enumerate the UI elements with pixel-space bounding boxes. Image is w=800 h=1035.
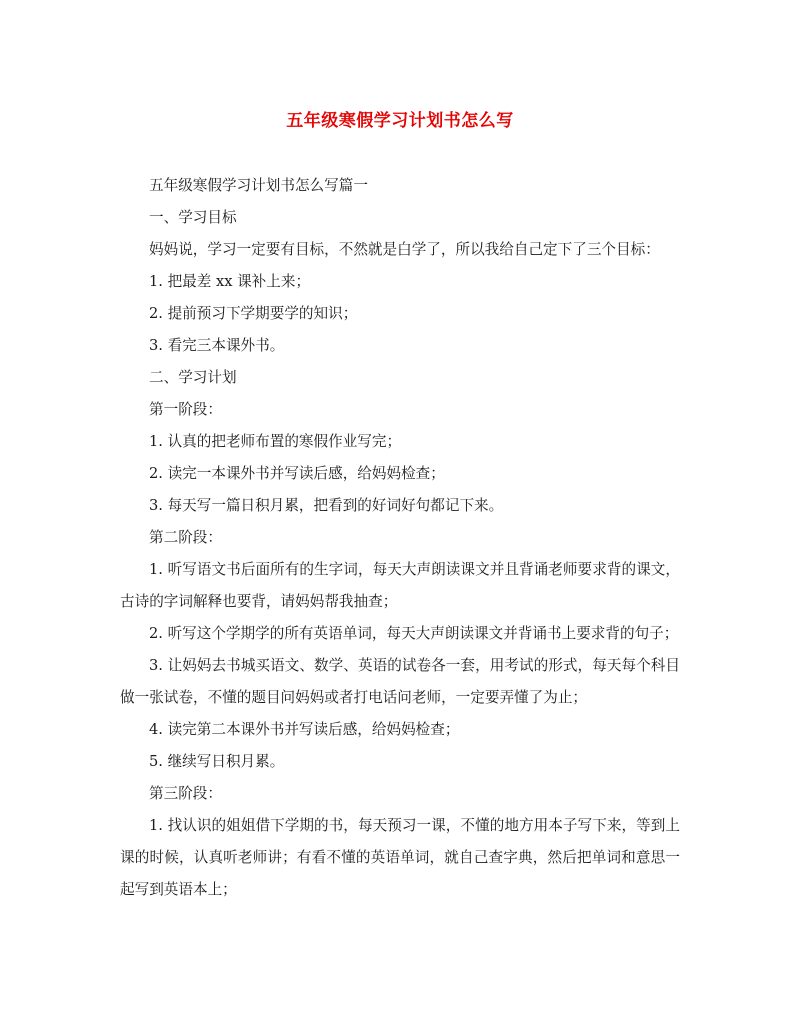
paragraph: 五年级寒假学习计划书怎么写篇一 [149, 177, 368, 194]
document-body [120, 170, 680, 906]
paragraph: 妈妈说，学习一定要有目标，不然就是白学了，所以我给自己定下了三个目标： [149, 241, 660, 258]
paragraph: 3. 让妈妈去书城买语文、数学、英语的试卷各一套，用考试的形式，每天每个科目做一张试卷，不懂的题目问妈妈或者打电话问老师，一定要弄懂了为止； [120, 657, 680, 706]
paragraph: 1. 认真的把老师布置的寒假作业写完； [149, 433, 402, 450]
paragraph: 2. 读完一本课外书并写读后感，给妈妈检查； [149, 465, 445, 482]
paragraph: 2. 提前预习下学期要学的知识； [149, 305, 358, 322]
paragraph: 2. 听写这个学期学的所有英语单词，每天大声朗读课文并背诵书上要求背的句子； [149, 625, 679, 642]
paragraph: 1. 听写语文书后面所有的生字词，每天大声朗读课文并且背诵老师要求背的课文，古诗的字词解释也要背，请妈妈帮我抽查； [120, 561, 680, 610]
paragraph: 5. 继续写日积月累。 [149, 753, 285, 770]
paragraph: 第一阶段： [149, 401, 222, 418]
paragraph: 4. 读完第二本课外书并写读后感，给妈妈检查； [149, 721, 460, 738]
paragraph: 1. 找认识的姐姐借下学期的书，每天预习一课，不懂的地方用本子写下来，等到上课的时候，认真听老师讲；有看不懂的英语单词，就自己查字典，然后把单词和意思一起写到英语本上； [120, 817, 680, 898]
paragraph: 第二阶段： [149, 529, 222, 546]
paragraph: 第三阶段： [149, 785, 222, 802]
paragraph: 3. 看完三本课外书。 [149, 337, 285, 354]
paragraph: 3. 每天写一篇日积月累，把看到的好词好句都记下来。 [149, 497, 504, 514]
paragraph: 二、学习计划 [149, 369, 237, 386]
paragraph: 一、学习目标 [149, 209, 237, 226]
paragraph: 1. 把最差 xx 课补上来； [149, 273, 311, 290]
document-title: 五年级寒假学习计划书怎么写 [286, 111, 514, 131]
